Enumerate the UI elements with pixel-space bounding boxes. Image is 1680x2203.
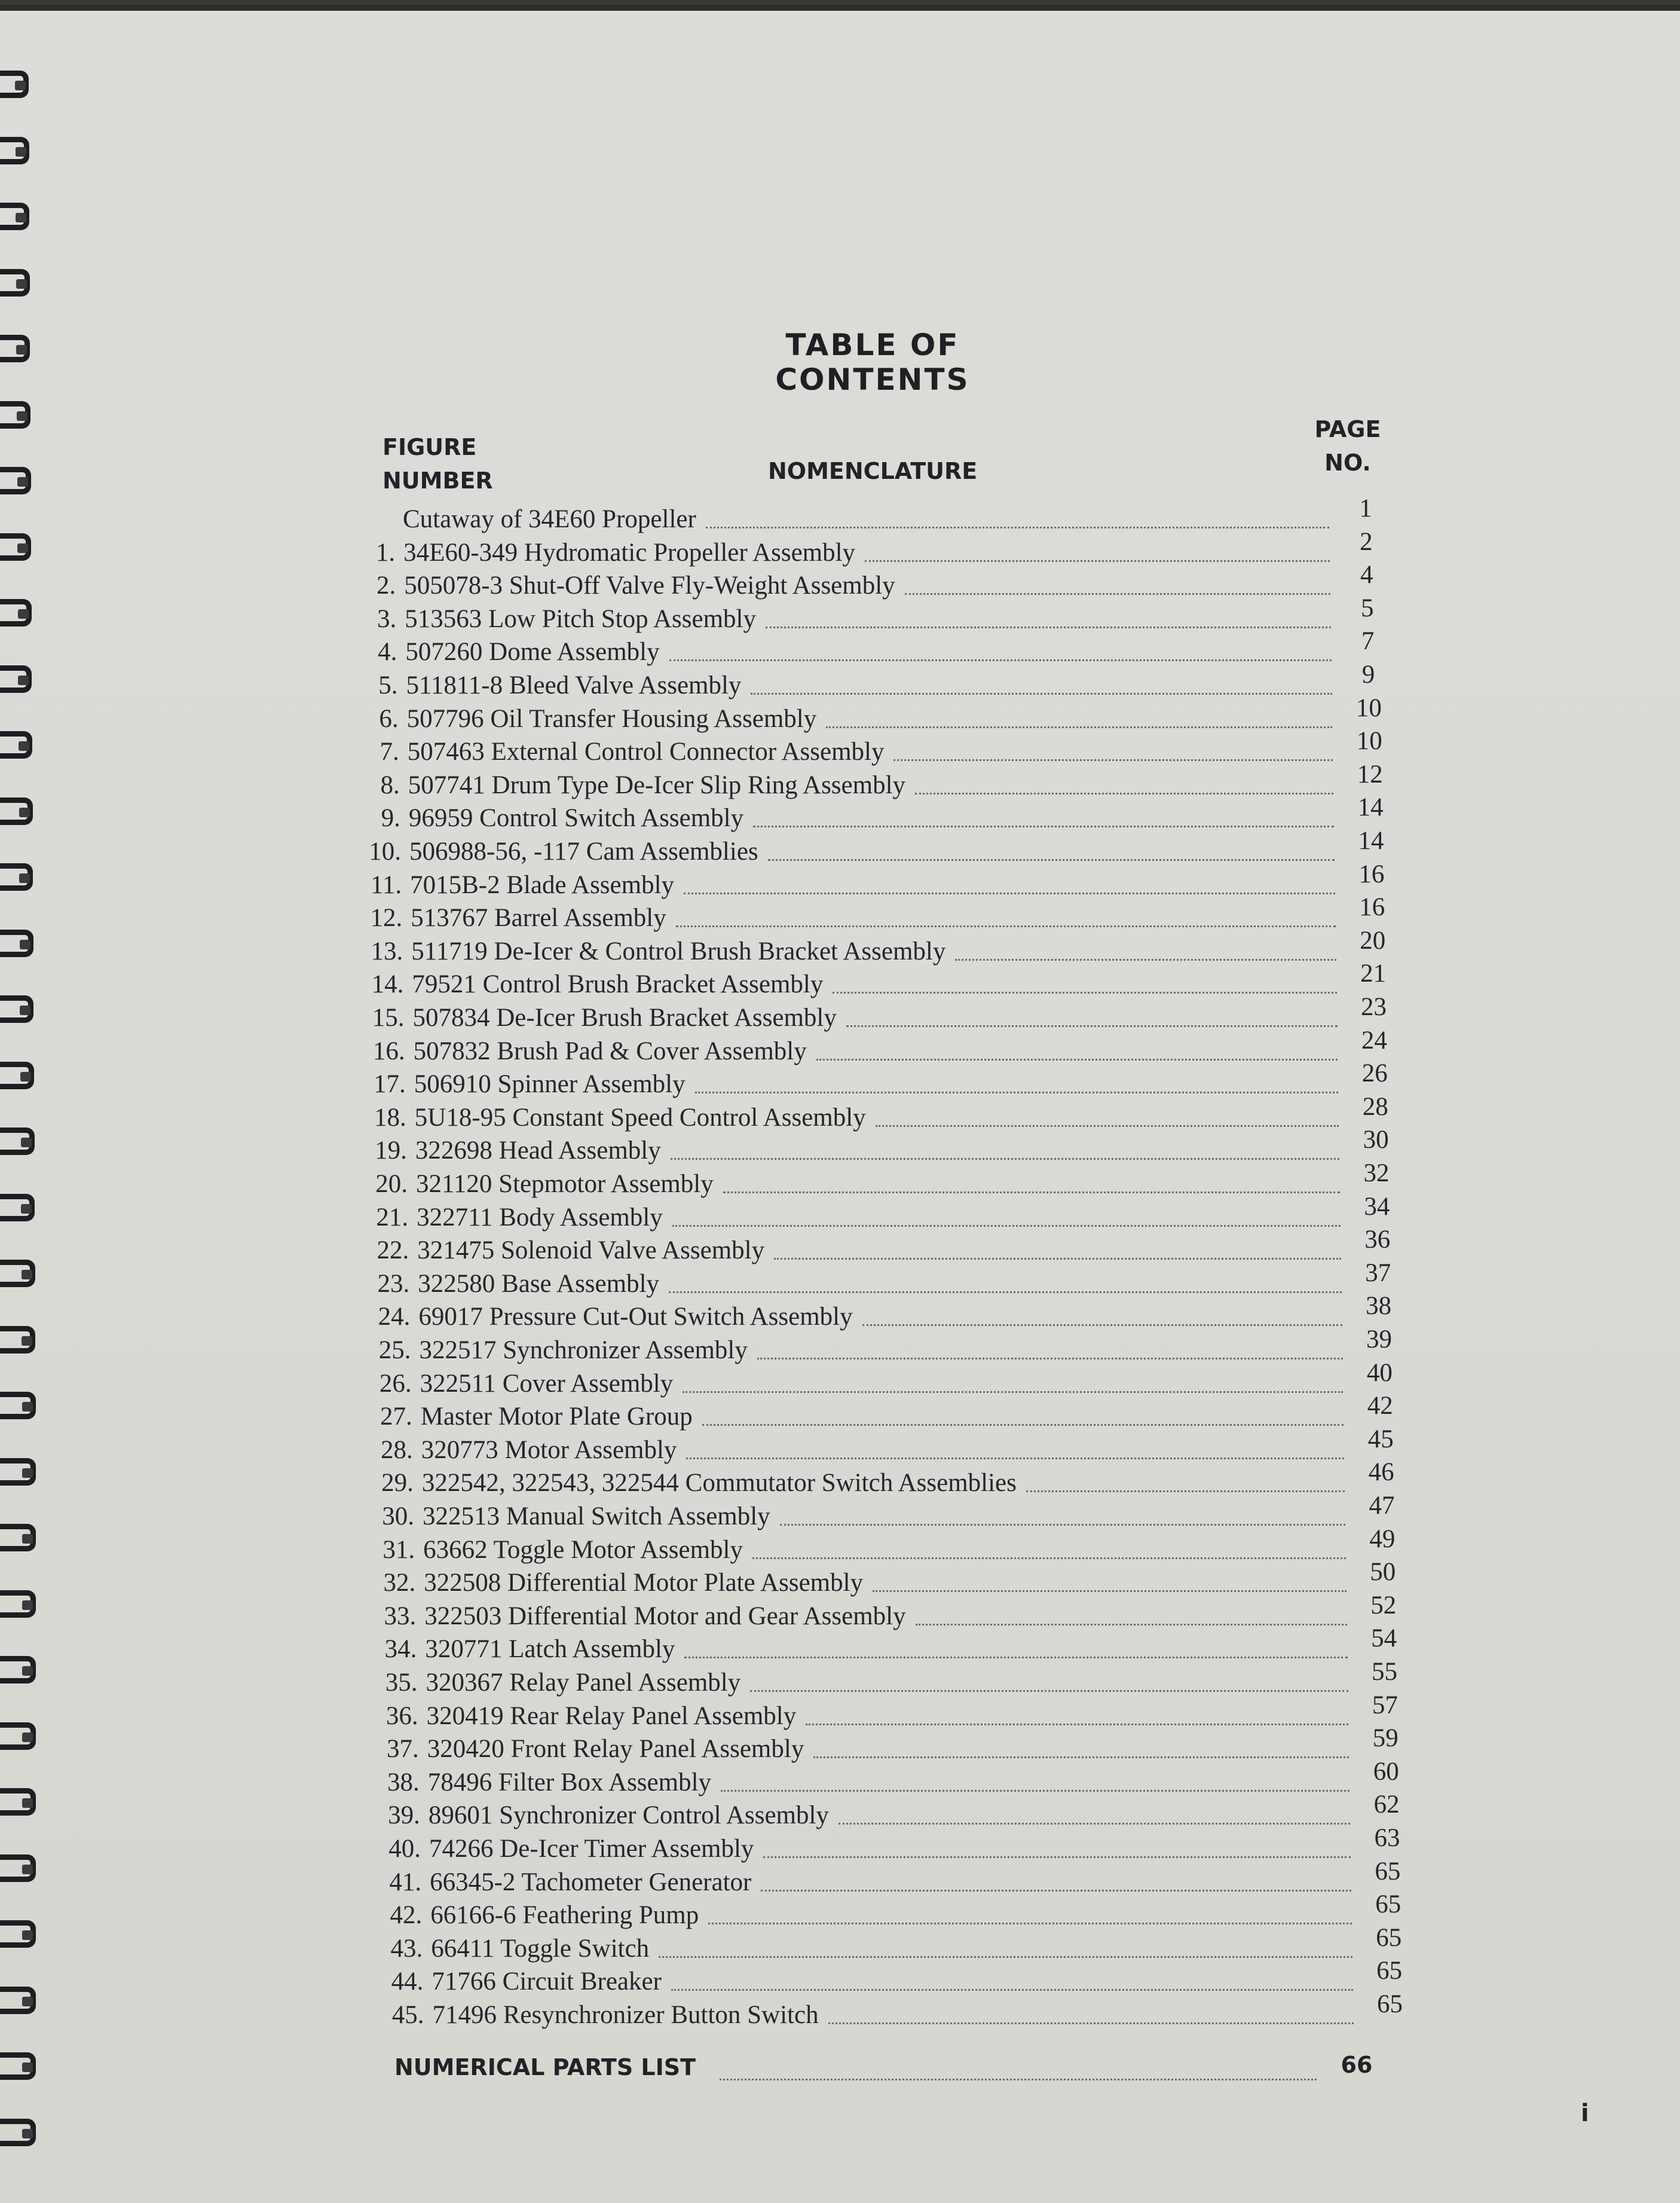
toc-entry <box>363 727 1397 771</box>
page-number-header <box>1309 413 1387 479</box>
leader-dots <box>915 792 1333 795</box>
parts-list-page: 66 <box>1341 2052 1373 2078</box>
entry-page: 10 <box>1355 693 1382 722</box>
entry-page: 7 <box>1361 627 1375 656</box>
figure-number: 5. <box>378 671 398 699</box>
figure-number: 30. <box>382 1502 414 1530</box>
leader-dots <box>893 759 1333 761</box>
toc-entry <box>382 1691 1412 1735</box>
entry-page: 30 <box>1363 1126 1389 1154</box>
leader-dots <box>672 1224 1341 1227</box>
leader-dots <box>752 1557 1346 1559</box>
entry-title: 66411 Toggle Switch <box>431 1934 650 1963</box>
toc-entry <box>365 827 1398 870</box>
binding-coil <box>0 665 32 693</box>
entry-page: 16 <box>1359 893 1385 922</box>
entry-title: 322542, 322543, 322544 Commutator Switch Assemblies <box>421 1469 1017 1498</box>
binding-coil <box>0 599 32 627</box>
entry-page: 4 <box>1360 561 1373 589</box>
entry-title: 79521 Control Brush Bracket Assembly <box>412 970 824 999</box>
entry-title: 96959 Control Switch Assembly <box>408 804 744 833</box>
entry-title: 511811-8 Bleed Valve Assembly <box>406 671 742 699</box>
figure-number: 24. <box>378 1303 411 1331</box>
leader-dots <box>753 825 1334 827</box>
entry-page: 62 <box>1373 1790 1400 1819</box>
figure-number: 28. <box>381 1435 413 1464</box>
binding-coil <box>0 863 33 891</box>
entry-page: 5 <box>1360 594 1374 622</box>
binding-coil <box>0 995 33 1023</box>
entry-title: 507796 Oil Transfer Housing Assembly <box>406 704 817 733</box>
entry-title: 322698 Head Assembly <box>415 1136 661 1165</box>
entry-page: 42 <box>1367 1392 1393 1420</box>
figure-number: 18. <box>374 1103 406 1132</box>
entry-title: 507832 Brush Pad & Cover Assembly <box>413 1037 807 1065</box>
entry-title: 507834 De-Icer Brush Bracket Assembly <box>412 1004 837 1032</box>
entry-page: 45 <box>1367 1425 1394 1453</box>
toc-entry <box>377 1425 1407 1469</box>
entry-title: 513767 Barrel Assembly <box>411 904 666 933</box>
leader-dots <box>768 858 1335 861</box>
figure-number: 36. <box>385 1701 418 1730</box>
toc-entry <box>374 1258 1404 1303</box>
figure-number: 40. <box>388 1835 421 1863</box>
toc-entry <box>367 926 1399 970</box>
binding-coil <box>0 137 29 164</box>
toc-entry <box>376 1358 1407 1403</box>
toc-entry <box>372 1192 1404 1236</box>
figure-number: 6. <box>379 704 399 733</box>
entry-page: 20 <box>1360 926 1386 955</box>
entry-page: 65 <box>1375 1857 1401 1886</box>
entry-title: 322711 Body Assembly <box>417 1203 663 1232</box>
figure-number: 13. <box>371 937 403 965</box>
binding-coil <box>0 1987 36 2014</box>
binding-coil <box>0 798 33 825</box>
leader-dots <box>846 1025 1338 1027</box>
entry-title: Cutaway of 34E60 Propeller <box>403 505 696 533</box>
numerical-parts-list-entry <box>394 2054 1384 2090</box>
entry-title: 505078-3 Shut-Off Valve Fly-Weight Assembly <box>404 572 895 600</box>
figure-number: 38. <box>387 1768 420 1796</box>
leader-dots <box>676 925 1336 927</box>
entry-title: 63662 Toggle Motor Assembly <box>423 1535 743 1564</box>
entry-title: 511719 De-Icer & Control Brush Bracket Assembly <box>411 937 946 965</box>
toc-entry <box>359 527 1393 572</box>
entry-title: 322517 Synchronizer Assembly <box>419 1336 748 1364</box>
figure-number: 11. <box>370 870 402 899</box>
entry-page: 1 <box>1359 494 1372 523</box>
toc-entry <box>366 893 1399 937</box>
toc-entry <box>360 561 1394 604</box>
toc-entry <box>370 1059 1402 1103</box>
leader-dots <box>905 592 1330 595</box>
figure-number: 42. <box>390 1901 423 1930</box>
entry-page: 39 <box>1366 1325 1392 1353</box>
entry-title: Master Motor Plate Group <box>420 1403 693 1431</box>
entry-page: 12 <box>1357 760 1383 789</box>
binding-coil <box>0 1392 36 1419</box>
binding-coil <box>0 401 30 429</box>
entry-page: 60 <box>1373 1757 1399 1786</box>
entry-page: 38 <box>1366 1292 1392 1321</box>
figure-number: 29. <box>381 1469 414 1498</box>
leader-dots <box>671 1988 1353 1991</box>
toc-entry <box>381 1624 1410 1668</box>
toc-entry <box>373 1226 1404 1269</box>
toc-entry <box>379 1524 1409 1569</box>
entry-page: 50 <box>1370 1558 1396 1587</box>
leader-dots <box>720 2078 1317 2080</box>
parts-list-label: NUMERICAL PARTS LIST <box>394 2054 696 2080</box>
leader-dots <box>916 1623 1347 1625</box>
figure-number: 26. <box>379 1369 412 1398</box>
leader-dots <box>1026 1490 1345 1492</box>
entry-page: 2 <box>1360 527 1373 556</box>
binding-coil <box>0 1524 36 1551</box>
toc-entry <box>383 1724 1413 1768</box>
binding-coil <box>0 1656 36 1683</box>
entry-title: 69017 Pressure Cut-Out Switch Assembly <box>418 1303 853 1331</box>
entry-title: 5U18-95 Constant Speed Control Assembly <box>414 1103 866 1132</box>
binding-coil <box>0 731 32 759</box>
page-header-line1: PAGE <box>1314 416 1381 442</box>
leader-dots <box>750 1689 1348 1692</box>
figure-number: 45. <box>391 2001 424 2029</box>
leader-dots <box>833 991 1336 994</box>
entry-page: 36 <box>1364 1226 1391 1254</box>
leader-dots <box>686 1457 1344 1459</box>
entry-page: 26 <box>1361 1059 1388 1088</box>
leader-dots <box>683 1391 1343 1393</box>
figure-number-header <box>382 430 493 497</box>
leader-dots <box>763 1856 1351 1858</box>
figure-number: 16. <box>372 1037 405 1065</box>
page-folio: i <box>1581 2100 1589 2127</box>
binding-coil <box>0 467 31 494</box>
binding-coil <box>0 1194 35 1221</box>
entry-page: 55 <box>1372 1658 1397 1686</box>
entry-title: 89601 Synchronizer Control Assembly <box>428 1801 829 1830</box>
leader-dots <box>669 1291 1342 1293</box>
entry-page: 32 <box>1363 1159 1390 1187</box>
figure-number: 15. <box>372 1004 405 1032</box>
toc-entry <box>375 1325 1406 1369</box>
figure-number: 17. <box>373 1070 406 1099</box>
binding-coil <box>0 533 31 561</box>
leader-dots <box>669 659 1332 661</box>
document-page <box>0 5 1680 2203</box>
entry-page: 14 <box>1357 793 1384 822</box>
toc-entry <box>384 1757 1413 1801</box>
leader-dots <box>723 1191 1340 1193</box>
entry-title: 71766 Circuit Breaker <box>432 1967 662 1996</box>
spiral-binding <box>0 71 48 2199</box>
figure-number: 27. <box>380 1403 412 1431</box>
binding-coil <box>0 71 29 98</box>
entry-title: 322511 Cover Assembly <box>420 1369 674 1398</box>
figure-number: 39. <box>388 1801 420 1830</box>
leader-dots <box>806 1723 1348 1725</box>
entry-page: 14 <box>1358 827 1384 855</box>
entry-page: 9 <box>1361 661 1375 689</box>
nomenclature-header: NOMENCLATURE <box>768 458 978 484</box>
leader-dots <box>876 1125 1339 1127</box>
page-title: TABLE OF CONTENTS <box>775 328 970 397</box>
entry-page: 63 <box>1374 1824 1400 1852</box>
toc-entry <box>359 494 1393 538</box>
entry-title: 320771 Latch Assembly <box>425 1635 675 1664</box>
entry-title: 320419 Rear Relay Panel Assembly <box>426 1701 797 1730</box>
binding-coil <box>0 1854 36 1882</box>
entry-title: 322513 Manual Switch Assembly <box>423 1502 770 1530</box>
figure-number: 9. <box>381 804 400 833</box>
entry-title: 322580 Base Assembly <box>418 1269 660 1298</box>
binding-coil <box>0 1260 35 1287</box>
figure-number: 23. <box>377 1269 410 1298</box>
entry-title: 321475 Solenoid Valve Assembly <box>417 1236 765 1265</box>
binding-coil <box>0 1062 34 1089</box>
entry-title: 321120 Stepmotor Assembly <box>416 1170 714 1198</box>
toc-entry <box>377 1392 1407 1435</box>
entry-title: 322503 Differential Motor and Gear Assembly <box>424 1602 906 1630</box>
entry-title: 66345-2 Tachometer Generator <box>430 1868 752 1896</box>
binding-coil <box>0 2119 36 2146</box>
toc-entry <box>382 1658 1412 1701</box>
entry-page: 65 <box>1376 1923 1402 1952</box>
entry-page: 46 <box>1368 1458 1394 1487</box>
leader-dots <box>659 1955 1352 1958</box>
toc-entry <box>363 693 1396 738</box>
figure-number: 33. <box>384 1602 417 1630</box>
figure-number: 7. <box>380 738 399 766</box>
leader-dots <box>706 526 1329 528</box>
figure-number: 4. <box>378 638 397 667</box>
entry-page: 23 <box>1361 993 1387 1021</box>
toc-entry <box>388 1990 1417 2034</box>
entry-page: 21 <box>1360 960 1387 988</box>
entry-title: 71496 Resynchronizer Button Switch <box>432 2001 819 2029</box>
entry-page: 65 <box>1377 1990 1403 2018</box>
figure-number: 32. <box>383 1569 416 1597</box>
leader-dots <box>816 1058 1338 1061</box>
entry-page: 59 <box>1372 1724 1399 1753</box>
figure-number: 12. <box>370 904 403 933</box>
entry-title: 507260 Dome Assembly <box>405 638 660 667</box>
entry-title: 320773 Motor Assembly <box>421 1435 677 1464</box>
binding-coil <box>0 930 33 957</box>
toc-entry <box>371 1126 1403 1169</box>
figure-number: 1. <box>375 538 396 567</box>
toc-entry <box>378 1458 1408 1502</box>
entry-page: 57 <box>1372 1691 1398 1719</box>
figure-number: 2. <box>376 572 396 600</box>
entry-page: 65 <box>1375 1890 1401 1919</box>
binding-coil <box>0 1458 36 1486</box>
figure-number: 35. <box>385 1669 418 1697</box>
entry-title: 66166-6 Feathering Pump <box>430 1901 699 1930</box>
leader-dots <box>684 1656 1347 1658</box>
entry-page: 65 <box>1376 1957 1403 1985</box>
leader-dots <box>873 1590 1347 1592</box>
toc-entry <box>374 1292 1405 1336</box>
entry-page: 37 <box>1365 1258 1391 1287</box>
entry-page: 28 <box>1362 1092 1388 1121</box>
binding-coil <box>0 1722 36 1750</box>
leader-dots <box>708 1922 1352 1924</box>
figure-header-line1: FIGURE <box>382 434 477 460</box>
toc-entry <box>384 1790 1413 1834</box>
entry-title: 320420 Front Relay Panel Assembly <box>427 1735 804 1764</box>
toc-entry <box>380 1558 1410 1602</box>
figure-number: 37. <box>386 1735 419 1764</box>
leader-dots <box>862 1324 1342 1326</box>
figure-number: 31. <box>382 1535 415 1564</box>
entry-title: 507741 Drum Type De-Icer Slip Ring Assembly <box>408 771 906 799</box>
entry-page: 34 <box>1364 1192 1390 1221</box>
toc-entry <box>366 860 1399 904</box>
figure-number: 14. <box>371 970 404 999</box>
binding-coil <box>0 203 29 230</box>
figure-number: 10. <box>369 838 401 866</box>
toc-entry <box>387 1923 1415 1967</box>
figure-number: 8. <box>380 771 400 799</box>
binding-coil <box>0 1590 36 1618</box>
leader-dots <box>757 1357 1343 1359</box>
binding-coil <box>0 2052 36 2080</box>
binding-coil <box>0 1788 36 1816</box>
figure-number: 22. <box>377 1236 409 1265</box>
figure-number: 34. <box>384 1635 417 1664</box>
binding-coil <box>0 1920 36 1948</box>
toc-entry <box>378 1492 1409 1535</box>
toc-entry <box>385 1824 1414 1868</box>
leader-dots <box>955 958 1336 961</box>
entry-title: 34E60-349 Hydromatic Propeller Assembly <box>403 538 856 567</box>
entry-page: 47 <box>1369 1492 1395 1520</box>
leader-dots <box>751 692 1332 695</box>
figure-header-line2: NUMBER <box>382 468 493 494</box>
leader-dots <box>684 892 1335 894</box>
entry-page: 54 <box>1371 1624 1397 1653</box>
figure-number: 19. <box>375 1136 407 1165</box>
toc-entry <box>368 960 1400 1003</box>
binding-coil <box>0 269 30 297</box>
toc-entry <box>365 793 1397 837</box>
binding-coil <box>0 1128 35 1155</box>
leader-dots <box>780 1523 1345 1526</box>
leader-dots <box>766 626 1331 628</box>
toc-entry <box>360 594 1394 638</box>
entry-title: 7015B-2 Blade Assembly <box>410 870 675 899</box>
page-top-edge <box>0 5 1680 11</box>
toc-entry <box>372 1159 1403 1203</box>
figure-number: 41. <box>389 1868 422 1896</box>
leader-dots <box>826 726 1332 728</box>
entry-title: 513563 Low Pitch Stop Assembly <box>405 604 756 633</box>
entry-title: 506910 Spinner Assembly <box>414 1070 686 1099</box>
figure-number: 43. <box>390 1934 423 1963</box>
leader-dots <box>865 560 1330 562</box>
leader-dots <box>839 1822 1350 1825</box>
leader-dots <box>695 1091 1339 1093</box>
leader-dots <box>774 1257 1341 1260</box>
leader-dots <box>671 1157 1339 1160</box>
entry-page: 16 <box>1358 860 1385 888</box>
figure-number: 21. <box>376 1203 409 1232</box>
entry-title: 322508 Differential Motor Plate Assembly <box>424 1569 864 1597</box>
binding-coil <box>0 335 30 362</box>
figure-number: 3. <box>377 604 397 633</box>
leader-dots <box>828 2022 1354 2024</box>
toc-entry <box>364 760 1397 804</box>
figure-number: 20. <box>375 1170 408 1198</box>
leader-dots <box>761 1889 1351 1892</box>
toc-entry <box>369 993 1401 1037</box>
binding-coil <box>0 1326 35 1353</box>
figure-number: 25. <box>378 1336 411 1364</box>
toc-entry <box>362 661 1396 704</box>
leader-dots <box>702 1423 1344 1426</box>
toc-entry <box>380 1591 1410 1635</box>
entry-title: 320367 Relay Panel Assembly <box>426 1669 741 1697</box>
entry-title: 78496 Filter Box Assembly <box>427 1768 712 1796</box>
leader-dots <box>813 1756 1349 1758</box>
figure-number: 44. <box>391 1967 424 1996</box>
toc-entry <box>361 627 1394 671</box>
entry-page: 52 <box>1370 1591 1397 1620</box>
entry-title: 74266 De-Icer Timer Assembly <box>429 1835 754 1863</box>
entry-page: 49 <box>1369 1524 1396 1553</box>
entry-page: 10 <box>1356 727 1382 756</box>
toc-entry <box>371 1092 1402 1136</box>
page-header-line2: NO. <box>1324 450 1371 476</box>
entry-page: 40 <box>1366 1358 1393 1387</box>
toc-entry <box>386 1890 1415 1934</box>
entry-page: 24 <box>1361 1026 1387 1055</box>
leader-dots <box>721 1789 1349 1792</box>
entry-title: 507463 External Control Connector Assembly <box>407 738 885 766</box>
toc-entry <box>387 1957 1416 2000</box>
entry-title: 506988-56, -117 Cam Assemblies <box>409 838 758 866</box>
toc-entry <box>385 1857 1415 1901</box>
toc-entry <box>369 1026 1401 1070</box>
